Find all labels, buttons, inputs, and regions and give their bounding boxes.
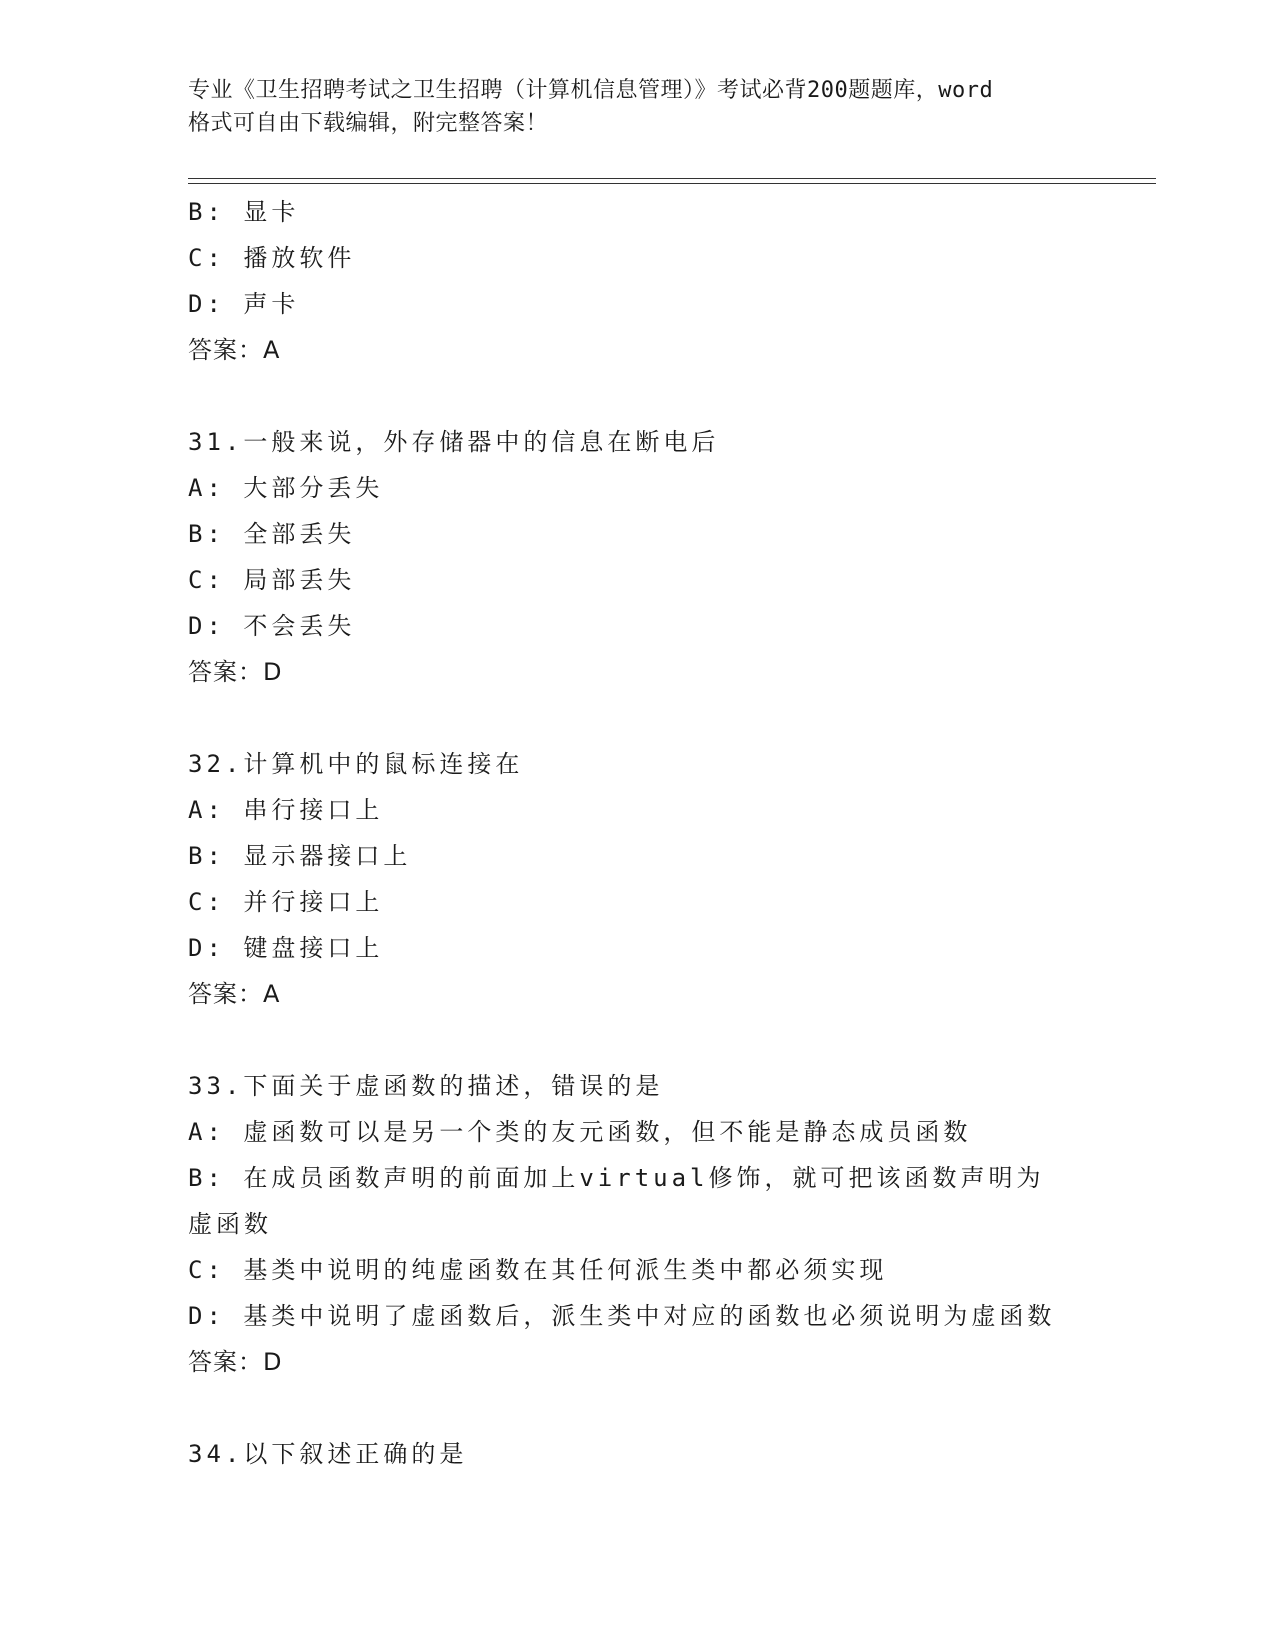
answer-line: 答案：D	[188, 1348, 283, 1376]
question-32	[188, 741, 1088, 1017]
question-33	[188, 1063, 1088, 1385]
option-c: C: 播放软件	[188, 244, 356, 272]
option-b: B: 全部丢失	[188, 520, 356, 548]
option-d: D: 声卡	[188, 290, 300, 318]
option-b: B: 显卡	[188, 198, 300, 226]
option-c: C: 并行接口上	[188, 888, 384, 916]
option-a: A: 大部分丢失	[188, 474, 384, 502]
header-divider-top	[188, 178, 1156, 179]
question-stem: 31.一般来说，外存储器中的信息在断电后	[188, 428, 720, 456]
option-b: B: 显示器接口上	[188, 842, 412, 870]
question-stem: 32.计算机中的鼠标连接在	[188, 750, 524, 778]
option-d: D: 基类中说明了虚函数后，派生类中对应的函数也必须说明为虚函数	[188, 1302, 1056, 1330]
question-34	[188, 1431, 1088, 1477]
document-header	[188, 74, 1088, 140]
option-b: B: 在成员函数声明的前面加上virtual修饰，就可把该函数声明为虚函数	[188, 1164, 1045, 1238]
option-c: C: 基类中说明的纯虚函数在其任何派生类中都必须实现	[188, 1256, 888, 1284]
answer-line: 答案：D	[188, 658, 283, 686]
header-title-line2: 格式可自由下载编辑，附完整答案！	[188, 111, 549, 136]
question-31	[188, 419, 1088, 695]
question-30-tail	[188, 189, 1088, 373]
spacer	[188, 373, 1088, 419]
spacer	[188, 1385, 1088, 1431]
option-c: C: 局部丢失	[188, 566, 356, 594]
option-d: D: 不会丢失	[188, 612, 356, 640]
header-title-line1: 专业《卫生招聘考试之卫生招聘（计算机信息管理）》考试必背200题题库，word	[188, 78, 994, 103]
question-list	[188, 189, 1088, 1477]
question-stem: 33.下面关于虚函数的描述，错误的是	[188, 1072, 664, 1100]
question-stem: 34.以下叙述正确的是	[188, 1440, 468, 1468]
answer-line: 答案：A	[188, 980, 281, 1008]
spacer	[188, 695, 1088, 741]
option-a: A: 串行接口上	[188, 796, 384, 824]
spacer	[188, 1017, 1088, 1063]
header-divider-bottom	[188, 183, 1156, 184]
answer-line: 答案：A	[188, 336, 281, 364]
option-d: D: 键盘接口上	[188, 934, 384, 962]
option-a: A: 虚函数可以是另一个类的友元函数，但不能是静态成员函数	[188, 1118, 972, 1146]
